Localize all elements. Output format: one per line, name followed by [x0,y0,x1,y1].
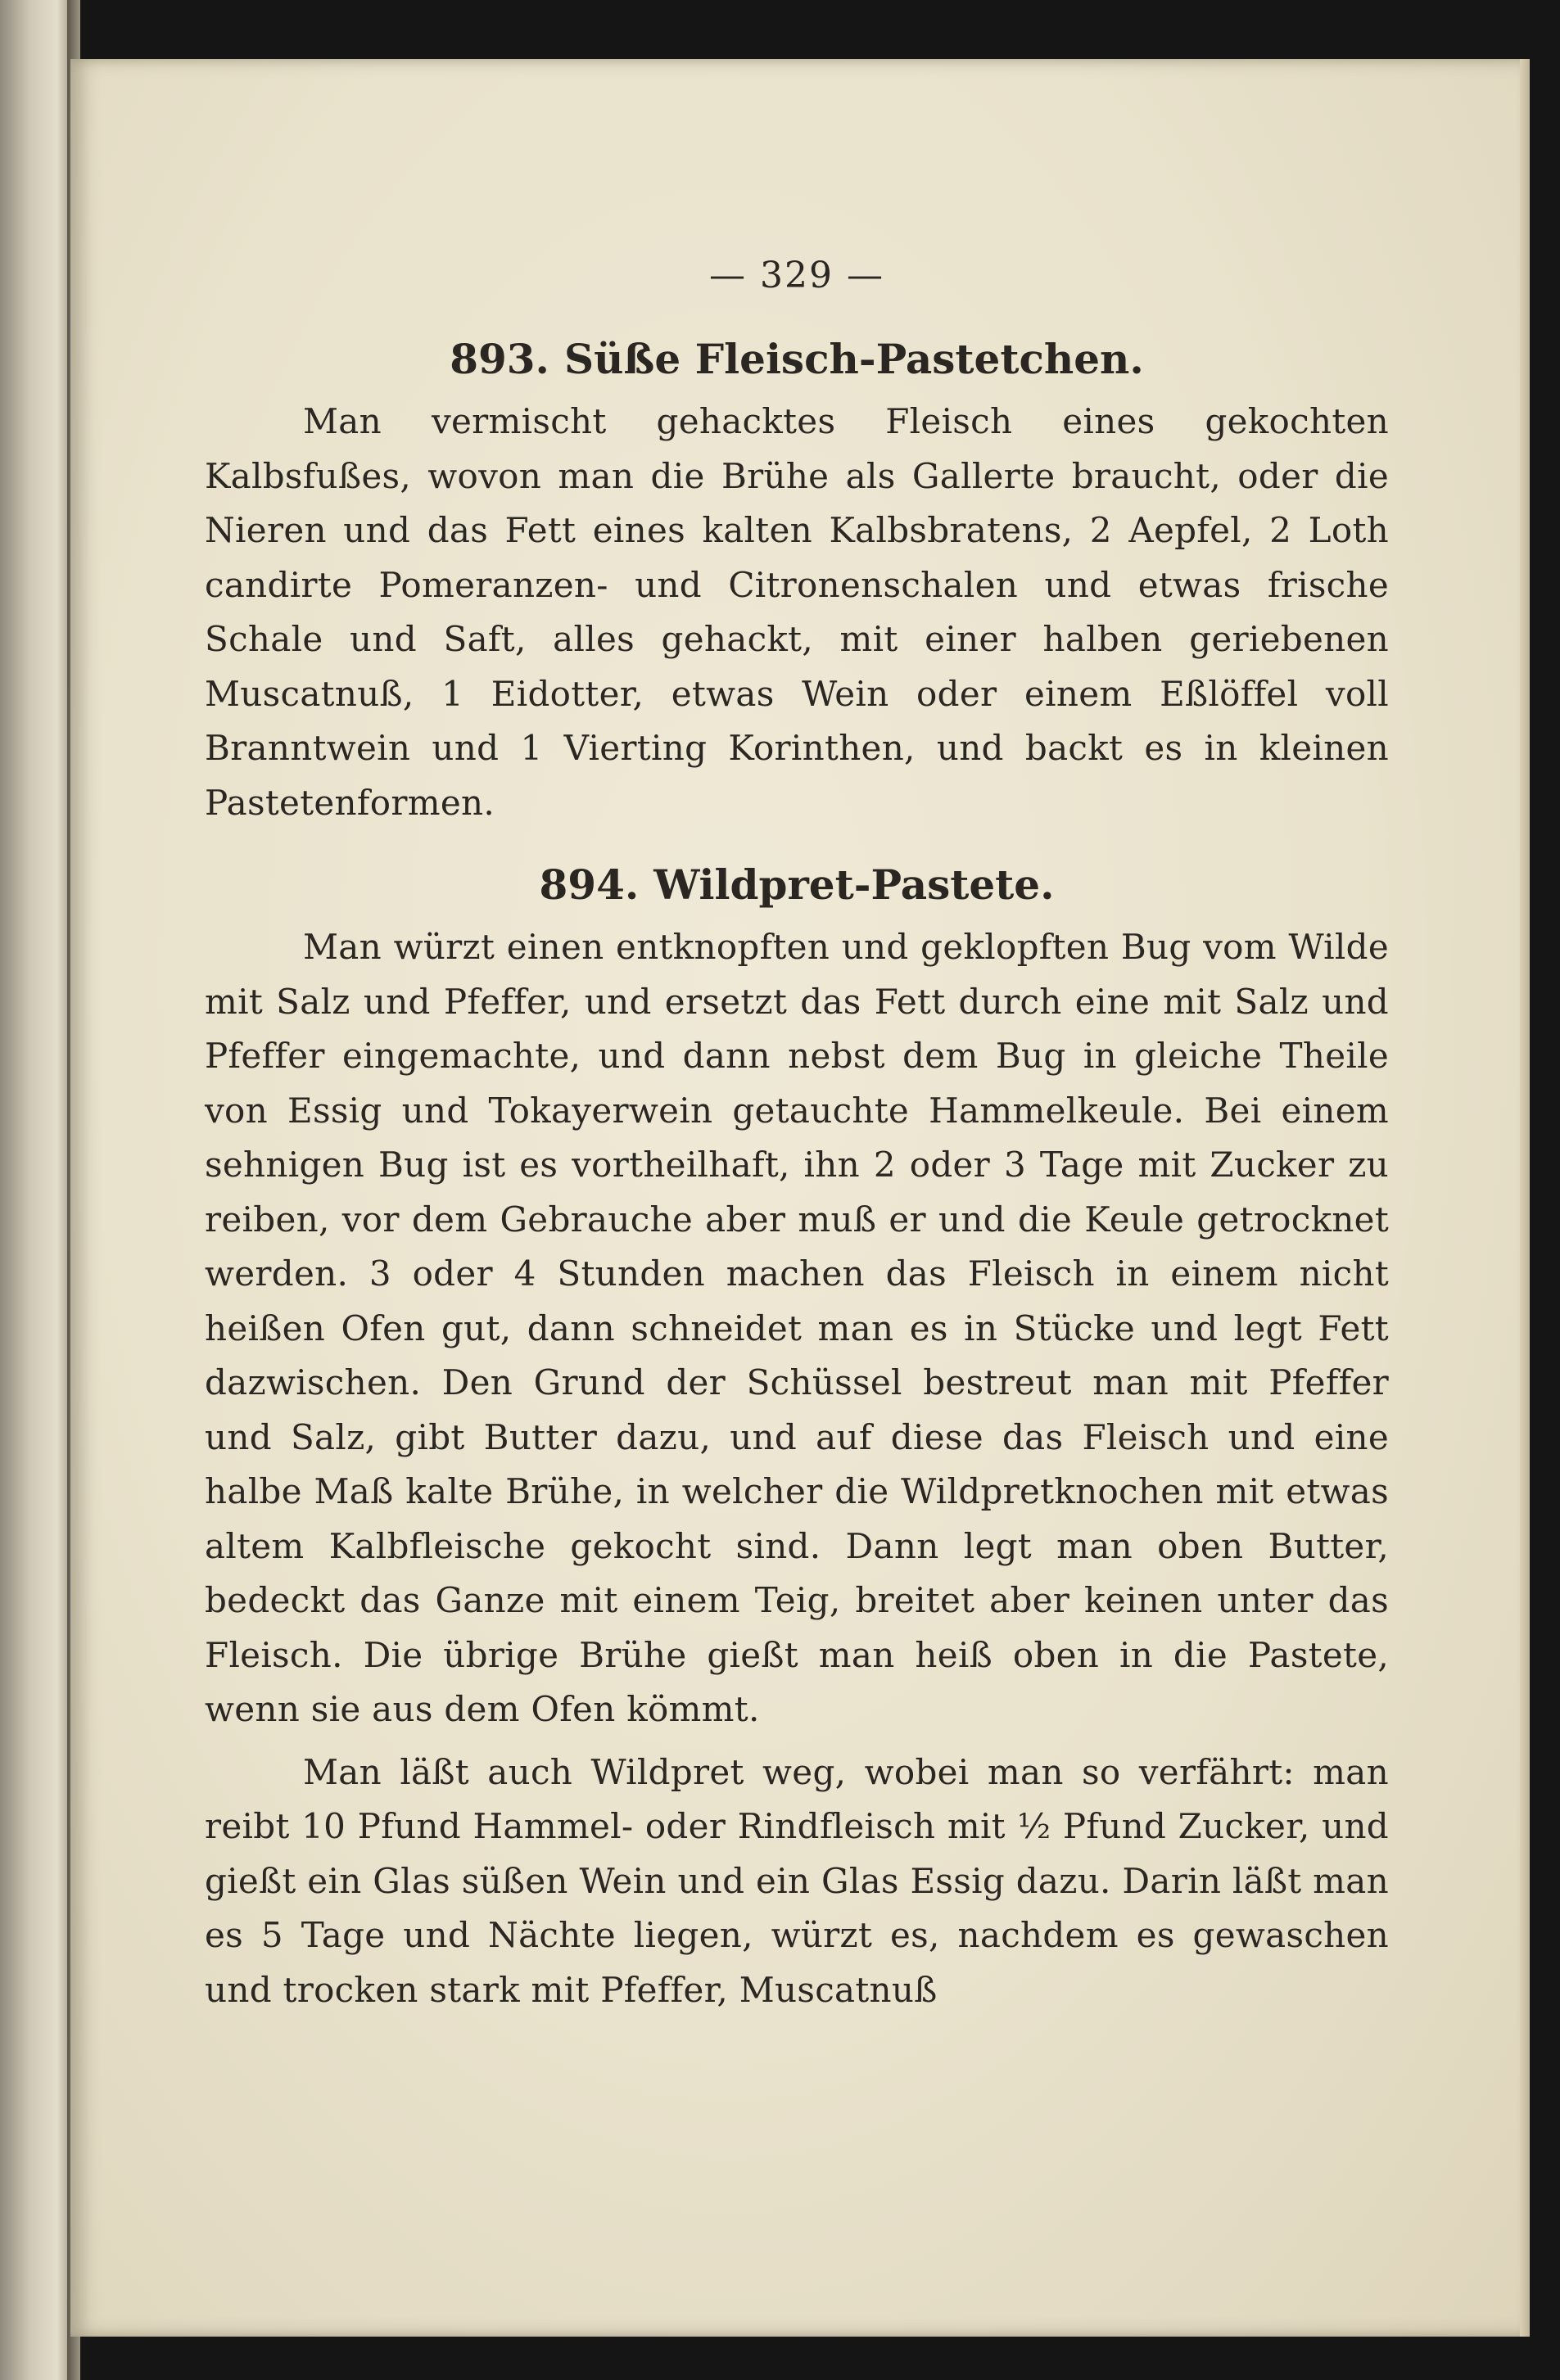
section-title: Wildpret-Pastete. [653,860,1055,909]
paragraph: Man würzt einen entknopften und geklopften Bug vom Wilde mit Salz und Pfeffer, und ersetzt das Fett durch eine mit Salz und Pfeffer eingemachte, und dann nebst dem Bug in gleiche Theile von Essig und Tokayerwein getauchte Hammelkeule. Bei einem sehnigen Bug ist es vortheilhaft, ihn 2 oder 3 Tage mit Zucker zu reiben, vor dem Gebrauche aber muß er und die Keule getrocknet werden. 3 oder 4 Stunden machen das Fleisch in einem nicht heißen Ofen gut, dann schneidet man es in Stücke und legt Fett dazwischen. Den Grund der Schüssel bestreut man mit Pfeffer und Salz, gibt Butter dazu, und auf diese das Fleisch und eine halbe Maß kalte Brühe, in welcher die Wildpretknochen mit etwas altem Kalbfleische gekocht sind. Dann legt man oben Butter, bedeckt das Ganze mit einem Teig, breitet aber keinen unter das Fleisch. Die übrige Brühe gießt man heiß oben in die Pastete, wenn sie aus dem Ofen kömmt. [205,927,1389,1729]
book-page [70,59,1530,2337]
page-edge [1520,59,1530,2337]
section-number: 894. [539,860,640,909]
left-page-edge [0,0,67,2380]
paragraph: Man vermischt gehacktes Fleisch eines gekochten Kalbsfußes, wovon man die Brühe als Gallerte braucht, oder die Nieren und das Fett eines kalten Kalbsbratens, 2 Aepfel, 2 Loth candirte Pomeranzen- und Citronenschalen und etwas frische Schale und Saft, alles gehackt, mit einer halben geriebenen Muscatnuß, 1 Eidotter, etwas Wein oder einem Eßlöffel voll Branntwein und 1 Vierting Korinthen, und backt es in kleinen Pastetenformen. [205,401,1389,823]
page-text [205,182,1389,2017]
section-title: Süße Fleisch-Pastetchen. [563,335,1144,383]
section-heading-894 [205,856,1389,914]
section-heading-893 [205,331,1389,388]
paragraph: Man läßt auch Wildpret weg, wobei man so verfährt: man reibt 10 Pfund Hammel- oder Rindfleisch mit ½ Pfund Zucker, und gießt ein Glas süßen Wein und ein Glas Essig dazu. Darin läßt man es 5 Tage und Nächte liegen, würzt es, nachdem es gewaschen und trocken stark mit Pfeffer, Muscatnuß [205,1751,1389,2010]
page-number: — 329 — [709,255,884,296]
section-number: 893. [450,335,549,383]
